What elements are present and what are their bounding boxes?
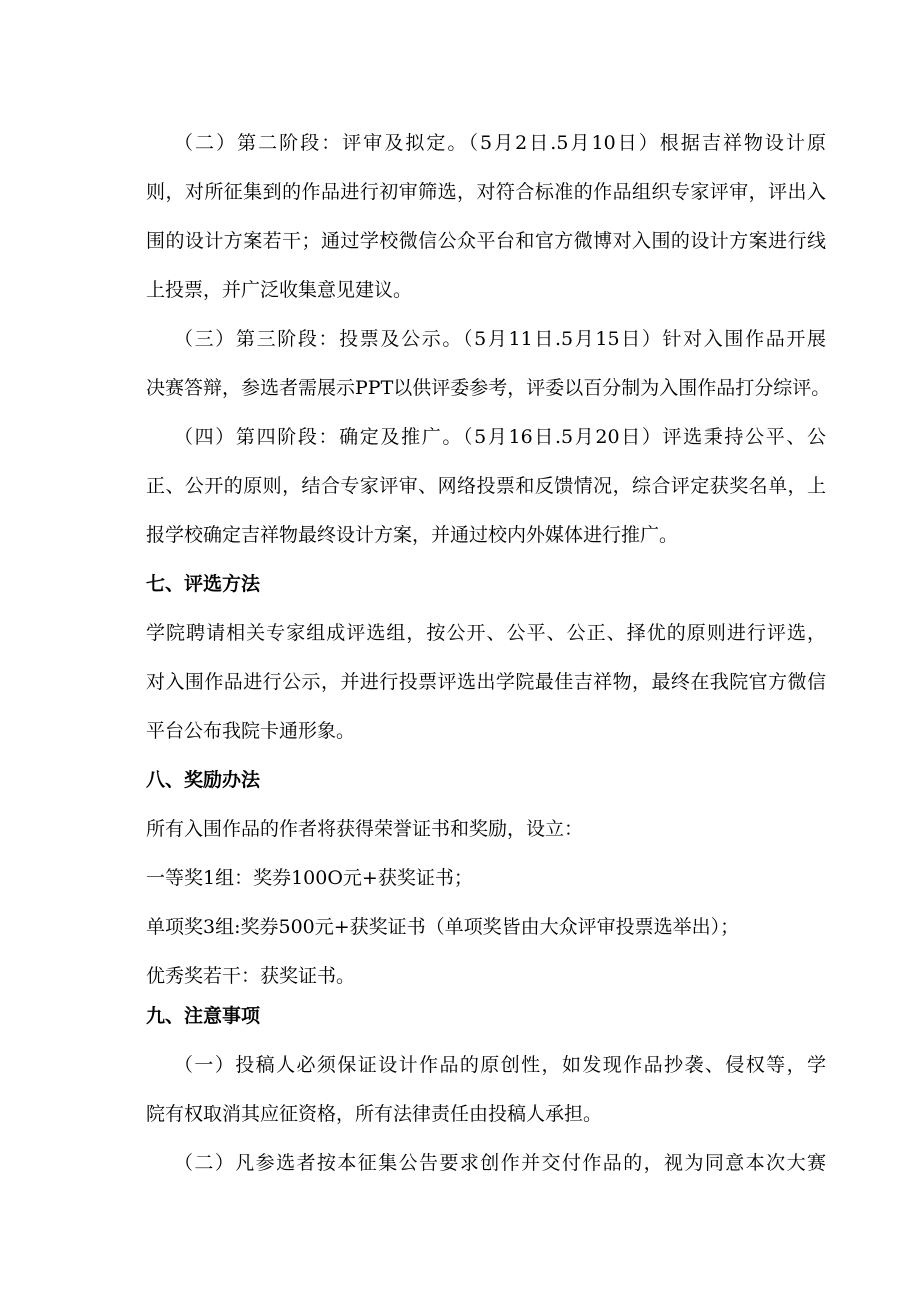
rewards-item-single-prize: 单项奖3组:奖券500元+获奖证书（单项奖皆由大众评审投票选举出）；: [146, 916, 740, 938]
stage-three-line-1: （三）第三阶段：投票及公示。（5月11日.5月15日）针对入围作品开展: [174, 328, 826, 350]
selection-line-2: 对入围作品进行公示，并进行投票评选出学院最佳吉祥物，最终在我院官方微信: [146, 671, 826, 693]
selection-line-3: 平台公布我院卡通形象。: [146, 720, 356, 742]
notes-heading: 九、注意事项: [146, 1005, 261, 1027]
notes-item-one-line-2: 院有权取消其应征资格，所有法律责任由投稿人承担。: [146, 1103, 603, 1125]
notes-item-two-line-1: （二）凡参选者按本征集公告要求创作并交付作品的，视为同意本次大赛: [174, 1152, 826, 1174]
stage-four-line-1: （四）第四阶段：确定及推广。（5月16日.5月20日）评选秉持公平、公: [174, 426, 826, 448]
stage-three-line-2: 决赛答辩，参选者需展示PPT以供评委参考，评委以百分制为入围作品打分综评。: [146, 377, 831, 399]
stage-two-line-4: 上投票，并广泛收集意见建议。: [146, 279, 413, 301]
rewards-heading: 八、奖励办法: [146, 769, 261, 791]
stage-four-line-2: 正、公开的原则，结合专家评审、网络投票和反馈情况，综合评定获奖名单，上: [146, 475, 826, 497]
selection-heading: 七、评选方法: [146, 573, 261, 595]
stage-two-line-3: 围的设计方案若干；通过学校微信公众平台和官方微博对入围的设计方案进行线: [146, 230, 826, 252]
selection-line-1: 学院聘请相关专家组成评选组，按公开、公平、公正、择优的原则进行评选，: [146, 622, 826, 644]
stage-four-line-3: 报学校确定吉祥物最终设计方案，并通过校内外媒体进行推广。: [146, 524, 679, 546]
notes-item-one-line-1: （一）投稿人必须保证设计作品的原创性，如发现作品抄袭、侵权等，学: [174, 1054, 826, 1076]
stage-two-line-2: 则，对所征集到的作品进行初审筛选，对符合标准的作品组织专家评审，评出入: [146, 181, 826, 203]
stage-two-line-1: （二）第二阶段：评审及拟定。（5月2日.5月10日）根据吉祥物设计原: [174, 132, 826, 154]
rewards-item-excellence-prize: 优秀奖若干：获奖证书。: [146, 965, 356, 987]
rewards-intro: 所有入围作品的作者将获得荣誉证书和奖励，设立：: [146, 818, 584, 840]
rewards-item-first-prize: 一等奖1组：奖券100O元+获奖证书；: [146, 867, 473, 889]
